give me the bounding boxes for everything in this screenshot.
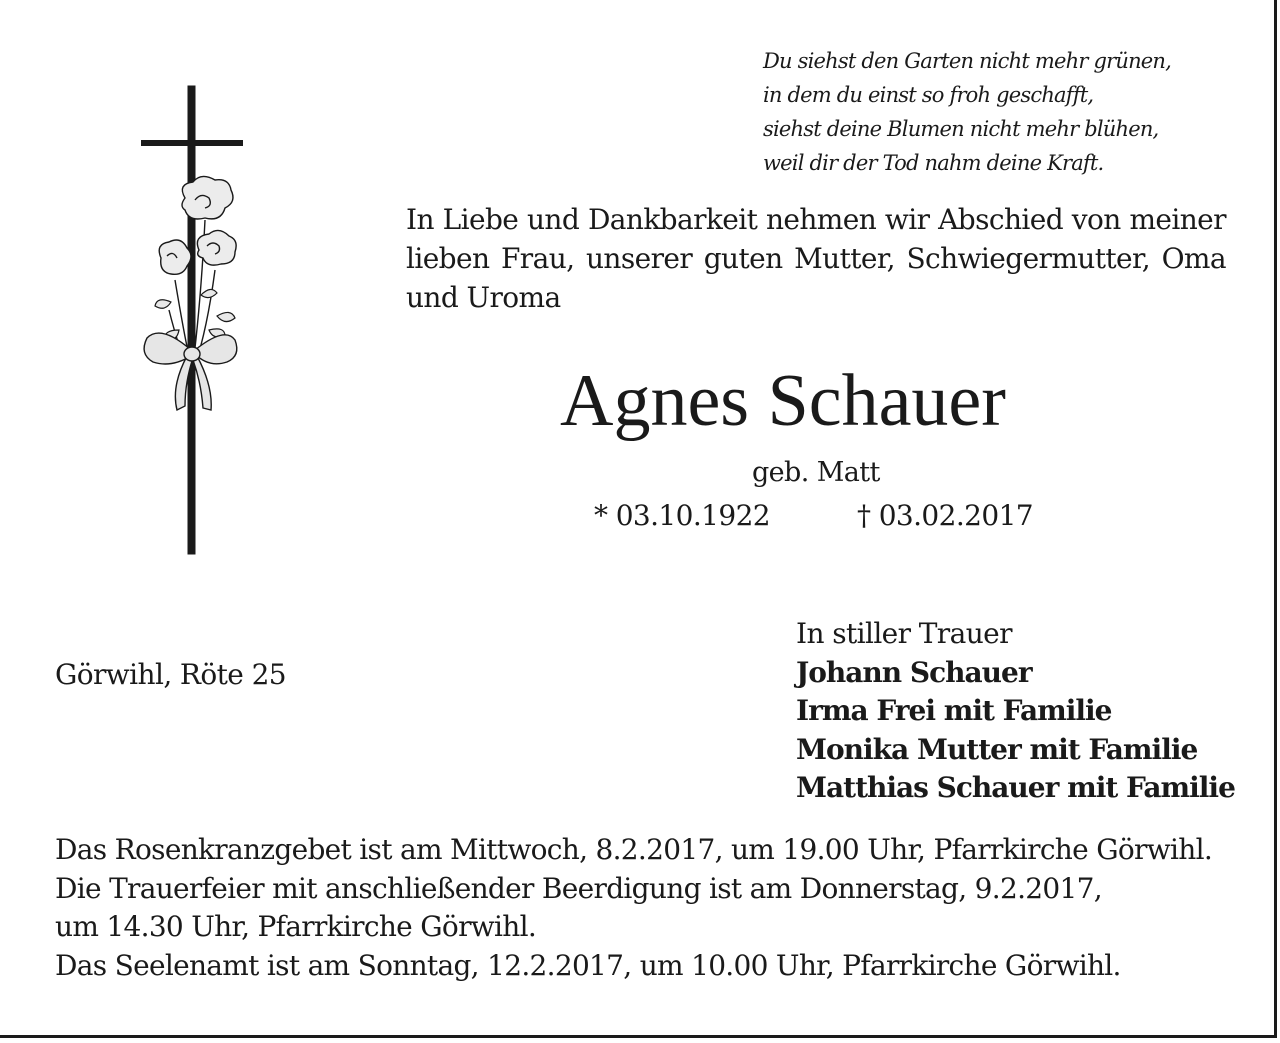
farewell-line: In Liebe und Dankbarkeit nehmen wir Abschied von meiner bbox=[406, 203, 1226, 236]
poem-line: in dem du einst so froh geschafft, bbox=[763, 83, 1094, 107]
memorial-poem bbox=[763, 44, 1263, 180]
poem-line: siehst deine Blumen nicht mehr blühen, bbox=[763, 117, 1159, 141]
death-date: † 03.02.2017 bbox=[857, 499, 1034, 532]
birth-date: * 03.10.1922 bbox=[594, 499, 771, 532]
poem-line: Du siehst den Garten nicht mehr grünen, bbox=[763, 49, 1172, 73]
mourners-heading: In stiller Trauer bbox=[796, 617, 1012, 650]
service-details bbox=[55, 831, 1245, 985]
service-line: Das Rosenkranzgebet ist am Mittwoch, 8.2.2017, um 19.00 Uhr, Pfarrkirche Görwihl. bbox=[55, 833, 1213, 866]
mourner-name: Irma Frei mit Familie bbox=[796, 694, 1112, 727]
poem-line: weil dir der Tod nahm deine Kraft. bbox=[763, 151, 1104, 175]
service-line: Die Trauerfeier mit anschließender Beerdigung ist am Donnerstag, 9.2.2017, bbox=[55, 871, 1102, 905]
mourner-name: Monika Mutter mit Familie bbox=[796, 732, 1198, 766]
deceased-name: Agnes Schauer bbox=[560, 360, 1006, 442]
farewell-line: lieben Frau, unserer guten Mutter, Schwiegermutter, Oma bbox=[406, 242, 1226, 275]
mourner-name: Johann Schauer bbox=[796, 655, 1032, 689]
mourners-list bbox=[796, 615, 1235, 808]
service-line: Das Seelenamt ist am Sonntag, 12.2.2017, um 10.00 Uhr, Pfarrkirche Görwihl. bbox=[55, 948, 1121, 982]
service-line: um 14.30 Uhr, Pfarrkirche Görwihl. bbox=[55, 910, 537, 943]
farewell-line: und Uroma bbox=[406, 281, 561, 314]
maiden-name: geb. Matt bbox=[752, 457, 880, 488]
address: Görwihl, Röte 25 bbox=[55, 658, 287, 691]
cross-with-roses-icon bbox=[135, 80, 250, 560]
mourner-name: Matthias Schauer mit Familie bbox=[796, 771, 1235, 804]
farewell-text bbox=[406, 200, 1226, 317]
